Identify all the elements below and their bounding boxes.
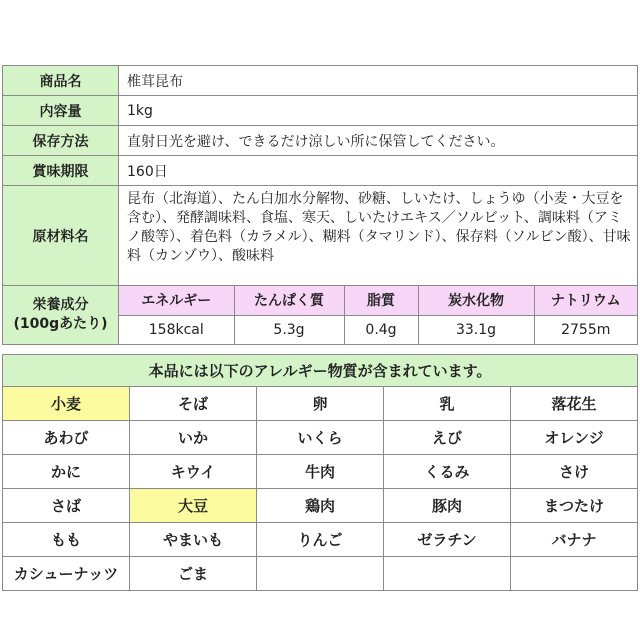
allergen-item: えび	[384, 421, 511, 455]
nutrition-header: たんぱく質	[234, 286, 344, 315]
info-row-storage	[3, 126, 638, 156]
info-value: 直射日光を避け、できるだけ涼しい所に保管してください。	[119, 126, 638, 156]
allergen-item: あわび	[3, 421, 130, 455]
info-row-name	[3, 66, 638, 96]
info-label: 保存方法	[3, 126, 119, 156]
nutrition-value: 33.1g	[418, 315, 534, 344]
nutrition-header: 炭水化物	[418, 286, 534, 315]
nutrition-label-line2: (100gあたり)	[13, 316, 108, 332]
allergen-item: カシューナッツ	[3, 557, 130, 591]
info-label: 内容量	[3, 96, 119, 126]
nutrition-header: 脂質	[344, 286, 418, 315]
allergen-row	[3, 455, 638, 489]
nutrition-label-line1: 栄養成分	[32, 297, 89, 313]
info-label: 原材料名	[3, 186, 119, 286]
product-info-table	[2, 65, 638, 345]
allergen-item: 鶏肉	[257, 489, 384, 523]
nutrition-value: 0.4g	[344, 315, 418, 344]
allergen-item: 豚肉	[384, 489, 511, 523]
nutrition-value: 2755m	[534, 315, 637, 344]
info-row-amount	[3, 96, 638, 126]
nutrition-cell	[119, 286, 638, 345]
nutrition-header: ナトリウム	[534, 286, 637, 315]
allergen-row	[3, 557, 638, 591]
allergen-row	[3, 489, 638, 523]
allergen-title: 本品には以下のアレルギー物質が含まれています。	[3, 355, 638, 387]
allergen-item: ゼラチン	[384, 523, 511, 557]
info-value: 椎茸昆布	[119, 66, 638, 96]
allergen-item: 落花生	[511, 387, 638, 421]
allergen-item: もも	[3, 523, 130, 557]
allergen-item	[384, 557, 511, 591]
allergen-item: バナナ	[511, 523, 638, 557]
info-value: 160日	[119, 156, 638, 186]
allergen-item: まつたけ	[511, 489, 638, 523]
allergen-item: ごま	[130, 557, 257, 591]
allergen-title-row	[3, 355, 638, 387]
nutrition-label	[3, 286, 119, 345]
info-row-ingredients	[3, 186, 638, 286]
allergen-item: キウイ	[130, 455, 257, 489]
ingredients-text: 昆布（北海道）、たん白加水分解物、砂糖、しいたけ、しょうゆ（小麦・大豆を含む）、発酵調味料、食塩、寒天、しいたけエキス／ソルビット、調味料（アミノ酸等）、着色料（カラメル）、糊料（タマリンド）、保存料（ソルビン酸）、甘味料（カンゾウ）、酸味料	[119, 186, 638, 286]
allergen-item: 牛肉	[257, 455, 384, 489]
allergen-item-highlighted: 小麦	[3, 387, 130, 421]
allergen-item: そば	[130, 387, 257, 421]
allergen-item: さば	[3, 489, 130, 523]
allergen-item: 乳	[384, 387, 511, 421]
nutrition-header: エネルギー	[119, 286, 234, 315]
allergen-item: オレンジ	[511, 421, 638, 455]
info-label: 賞味期限	[3, 156, 119, 186]
allergen-row	[3, 421, 638, 455]
allergen-item: いくら	[257, 421, 384, 455]
allergen-item: くるみ	[384, 455, 511, 489]
nutrition-table	[119, 286, 637, 344]
info-row-nutrition	[3, 286, 638, 345]
nutrition-value: 158kcal	[119, 315, 234, 344]
info-value: 1kg	[119, 96, 638, 126]
allergen-item: さけ	[511, 455, 638, 489]
allergen-item: やまいも	[130, 523, 257, 557]
allergen-item: りんご	[257, 523, 384, 557]
allergen-table	[2, 354, 638, 591]
allergen-row	[3, 387, 638, 421]
allergen-item	[511, 557, 638, 591]
nutrition-value: 5.3g	[234, 315, 344, 344]
allergen-item: かに	[3, 455, 130, 489]
info-label: 商品名	[3, 66, 119, 96]
info-row-expiry	[3, 156, 638, 186]
allergen-item-highlighted: 大豆	[130, 489, 257, 523]
allergen-item: いか	[130, 421, 257, 455]
allergen-item: 卵	[257, 387, 384, 421]
allergen-row	[3, 523, 638, 557]
allergen-item	[257, 557, 384, 591]
